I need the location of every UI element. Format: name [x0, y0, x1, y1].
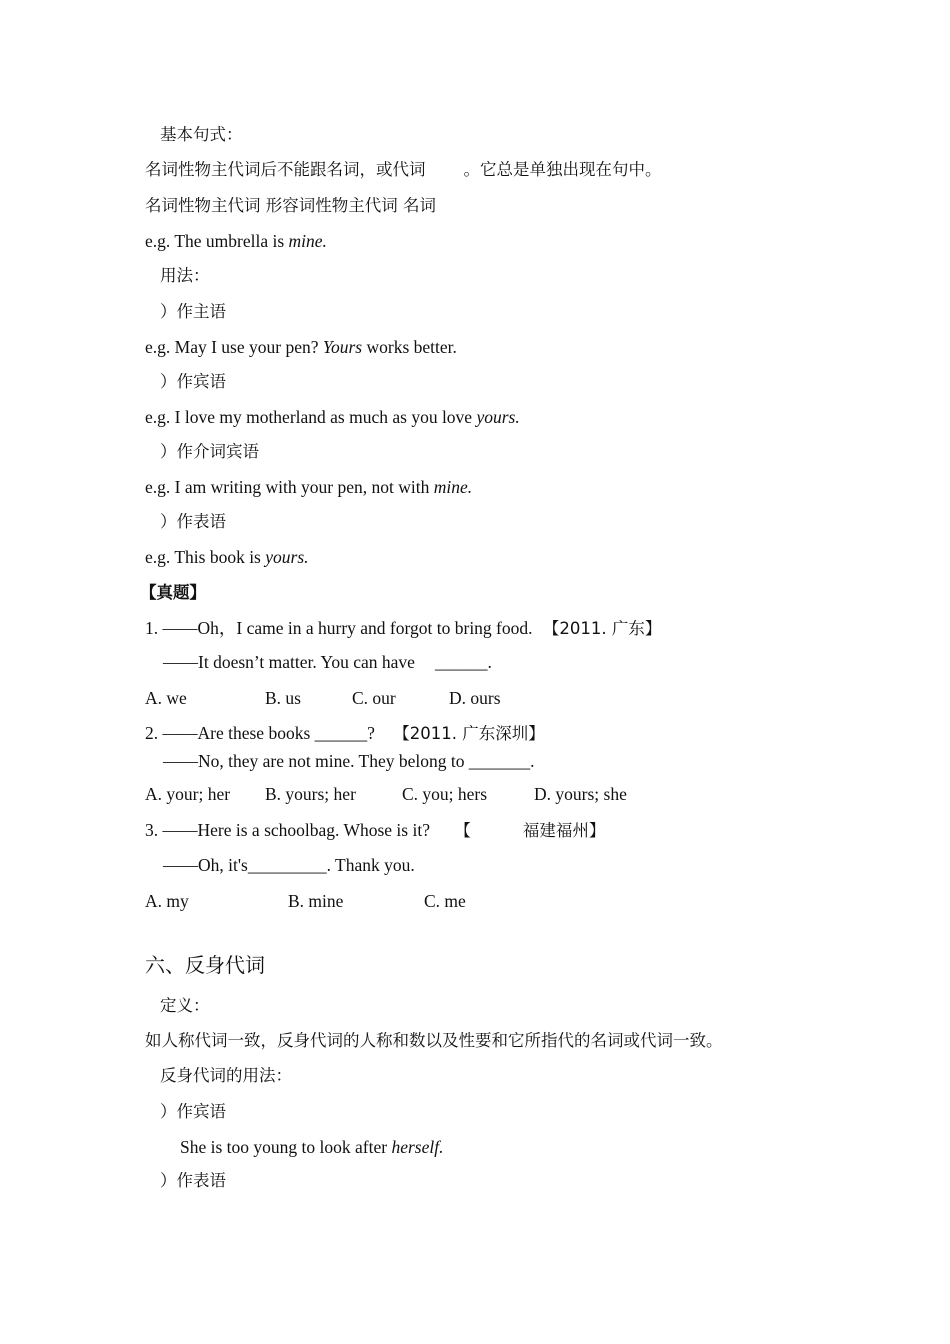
question-3-source: 福建福州】 — [522, 821, 606, 840]
basic-example — [145, 230, 327, 252]
reflexive-usage-label: 反身代词的用法： — [160, 1066, 292, 1085]
reflexive-example-text: She is too young to look after — [180, 1137, 392, 1157]
q1-option-d: D. ours — [449, 688, 501, 708]
usage-example-predicative — [145, 546, 309, 568]
example-emphasis: yours. — [265, 547, 309, 567]
question-2 — [145, 722, 545, 745]
q1-option-a: A. we — [145, 688, 187, 708]
q3-option-c: C. me — [424, 891, 466, 911]
example-text: e.g. This book is — [145, 547, 266, 567]
q2-option-a: A. your; her — [145, 784, 231, 804]
section-6-title: 六、反身代词 — [145, 953, 265, 977]
basic-rule-tail: 。它总是单独出现在句中。 — [463, 160, 662, 179]
basic-example-emphasis: mine. — [288, 231, 327, 251]
reflexive-example-emphasis: herself. — [391, 1137, 444, 1157]
example-text-tail: works better. — [362, 337, 457, 357]
usage-heading-predicative: ）作表语 — [160, 512, 226, 531]
basic-rule — [145, 159, 662, 181]
q2-option-b: B. yours; her — [265, 784, 356, 804]
usage-example-prep-object — [145, 476, 472, 498]
example-emphasis: mine. — [433, 477, 473, 497]
basic-example-text: e.g. The umbrella is — [145, 231, 289, 251]
basic-rule-text: 名词性物主代词后不能跟名词，或代词 — [145, 160, 426, 179]
question-3-reply: ——Oh, it's_________. Thank you. — [163, 855, 415, 875]
reflexive-heading-object: ）作宾语 — [160, 1102, 226, 1121]
basic-pattern-label: 基本句式： — [160, 125, 243, 144]
reflexive-example — [180, 1136, 443, 1158]
question-3 — [145, 819, 605, 842]
question-2-text: 2. ——Are these books ______? — [145, 723, 375, 743]
example-emphasis: yours. — [476, 407, 520, 427]
question-1-source: 【2011. 广东】 — [542, 619, 662, 638]
question-1-text: 1. ——Oh，I came in a hurry and forgot to bring food. — [145, 618, 533, 638]
q2-option-d: D. yours; she — [534, 784, 627, 804]
exam-label: 【真题】 — [140, 583, 206, 602]
q3-option-a: A. my — [145, 891, 189, 911]
example-emphasis: Yours — [322, 337, 363, 357]
usage-heading-subject: ）作主语 — [160, 302, 226, 321]
example-text: e.g. May I use your pen? — [145, 337, 323, 357]
usage-example-object — [145, 406, 520, 428]
question-3-text: 3. ——Here is a schoolbag. Whose is it? — [145, 820, 430, 840]
q3-option-b: B. mine — [288, 891, 344, 911]
question-2-source: 【2011. 广东深圳】 — [393, 724, 545, 743]
definition-text: 如人称代词一致，反身代词的人称和数以及性要和它所指代的名词或代词一致。 — [145, 1031, 723, 1050]
question-1-reply-text: ——It doesn’t matter. You can have — [163, 652, 415, 672]
usage-heading-prep-object: ）作介词宾语 — [160, 442, 259, 461]
reflexive-heading-predicative: ）作表语 — [160, 1171, 226, 1190]
q2-option-c: C. you; hers — [402, 784, 488, 804]
usage-heading-object: ）作宾语 — [160, 372, 226, 391]
example-text: e.g. I am writing with your pen, not with — [145, 477, 434, 497]
question-1 — [145, 617, 661, 640]
usage-label: 用法： — [160, 266, 210, 285]
question-2-reply: ——No, they are not mine. They belong to _______. — [163, 751, 535, 771]
usage-example-subject — [145, 336, 457, 358]
question-1-reply — [163, 651, 492, 673]
q1-option-c: C. our — [352, 688, 396, 708]
basic-formula: 名词性物主代词 形容词性物主代词 名词 — [145, 196, 436, 215]
example-text: e.g. I love my motherland as much as you love — [145, 407, 477, 427]
definition-label: 定义： — [160, 996, 210, 1015]
q1-option-b: B. us — [265, 688, 301, 708]
question-1-blank: ______. — [434, 652, 492, 672]
question-3-source-open: 【 — [454, 821, 471, 840]
